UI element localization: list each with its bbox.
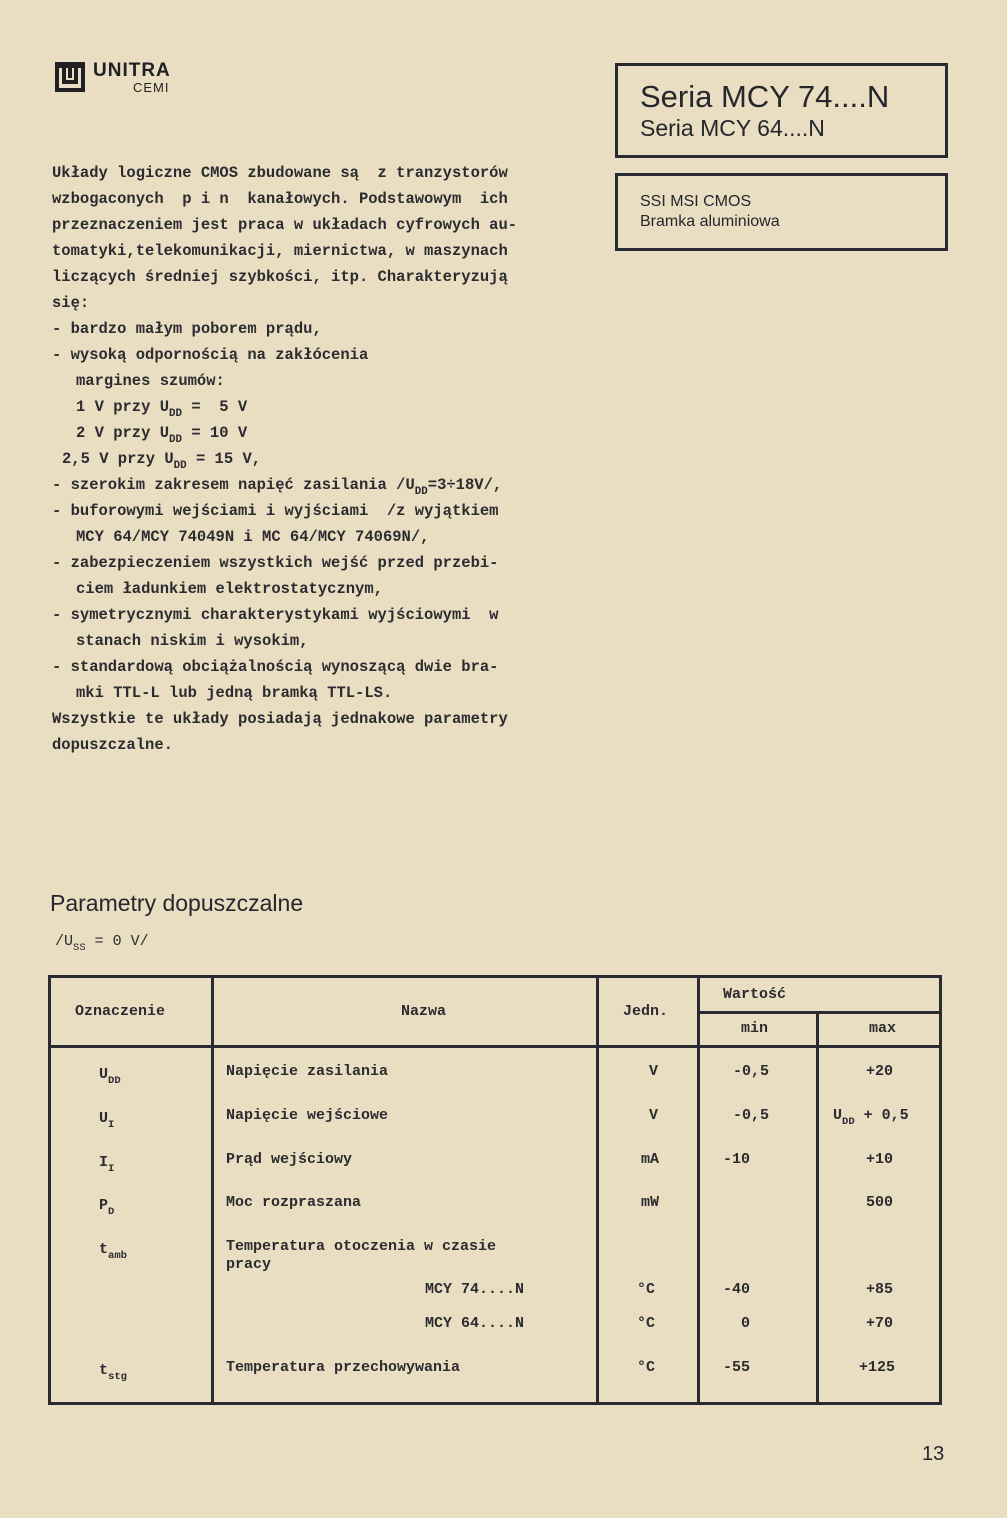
row-name: Moc rozpraszana	[226, 1194, 362, 1211]
bullet-buffered: - buforowymi wejściami i wyjściami /z wyjątkiem	[52, 502, 499, 520]
row-max: +20	[866, 1063, 894, 1080]
intro-line: liczących średniej szybkości, itp. Charakteryzują	[52, 268, 508, 286]
row-min: -10	[723, 1151, 751, 1168]
noise-row: 2,5 V przy $U_{DD} = 15$ V,	[62, 450, 262, 472]
row-min: -0,5	[733, 1063, 770, 1080]
closing-line: dopuszczalne.	[52, 736, 173, 754]
noise-row: 2 V przy $U_{DD} = 10$ V	[76, 424, 248, 446]
technology-box	[615, 173, 948, 251]
row-max: +85	[866, 1281, 894, 1298]
bullet-symmetric-cont: stanach niskim i wysokim,	[76, 632, 309, 650]
bullet-fanout-cont: mki TTL-L lub jedną bramką TTL-LS.	[76, 684, 393, 702]
row-name: Temperatura przechowywania	[226, 1359, 461, 1376]
series-title-box	[615, 63, 948, 158]
row-name: Temperatura otoczenia w czasie	[226, 1238, 497, 1255]
row-min: -0,5	[733, 1107, 770, 1124]
logo-brand: UNITRA	[93, 60, 171, 81]
row-symbol: $U_I$	[99, 1110, 115, 1131]
series-line-74: Seria MCY 74....N	[640, 79, 890, 114]
bullet-fanout: - standardową obciążalnością wynoszącą dwie bra-	[52, 658, 499, 676]
row-name: Napięcie zasilania	[226, 1063, 389, 1080]
row-unit: °C	[637, 1315, 656, 1332]
row-unit: °C	[637, 1359, 656, 1376]
row-max: +125	[859, 1359, 896, 1376]
row-unit: V	[649, 1107, 659, 1124]
column-divider	[596, 978, 599, 1402]
gate-type-line: Bramka aluminiowa	[640, 213, 780, 230]
row-unit: V	[649, 1063, 659, 1080]
intro-line: się:	[52, 294, 90, 312]
header-subdivider	[697, 1011, 939, 1014]
header-unit: Jedn.	[623, 1003, 669, 1020]
intro-line: wzbogaconych p i n kanałowych. Podstawowym ich	[52, 190, 508, 208]
row-name: Napięcie wejściowe	[226, 1107, 389, 1124]
bullet-noise: - wysoką odpornością na zakłócenia	[52, 346, 369, 364]
row-symbol: $t_{amb}$	[99, 1241, 127, 1262]
bullet-symmetric: - symetrycznymi charakterystykami wyjściowymi w	[52, 606, 499, 624]
row-min: -55	[723, 1359, 751, 1376]
header-symbol: Oznaczenie	[75, 1003, 166, 1020]
row-max: 500	[866, 1194, 894, 1211]
row-symbol: $P_D$	[99, 1197, 115, 1218]
noise-margin-label: margines szumów:	[76, 372, 225, 390]
bullet-buffered-cont: MCY 64/MCY 74049N i MC 64/MCY 74069N/,	[76, 528, 430, 546]
bullet-protection-cont: ciem ładunkiem elektrostatycznym,	[76, 580, 383, 598]
closing-line: Wszystkie te układy posiadają jednakowe parametry	[52, 710, 508, 728]
row-max: $U_{DD} + 0,5$	[833, 1107, 909, 1128]
page-number: 13	[922, 1443, 945, 1465]
row-name: Prąd wejściowy	[226, 1151, 353, 1168]
noise-row: 1 V przy $U_{DD} = 5$ V	[76, 398, 248, 420]
unitra-cemi-logo	[55, 60, 205, 100]
row-variant: MCY 64....N	[425, 1315, 525, 1332]
section-title: Parametry dopuszczalne	[50, 890, 304, 916]
row-min: -40	[723, 1281, 751, 1298]
column-divider	[697, 978, 700, 1402]
intro-line: przeznaczeniem jest praca w układach cyfrowych au-	[52, 216, 518, 234]
header-bottom-line	[51, 1045, 939, 1048]
row-unit: mA	[641, 1151, 660, 1168]
header-value: Wartość	[723, 986, 787, 1003]
row-variant: MCY 74....N	[425, 1281, 525, 1298]
row-max: +70	[866, 1315, 894, 1332]
row-name-cont: pracy	[226, 1256, 272, 1273]
section-condition: $/U_{SS} = 0$ V/	[55, 933, 149, 954]
header-min: min	[741, 1020, 769, 1037]
row-min: 0	[741, 1315, 751, 1332]
intro-line: Układy logiczne CMOS zbudowane są z tranzystorów	[52, 164, 508, 182]
row-symbol: $t_{stg}$	[99, 1362, 127, 1383]
row-symbol: $I_I$	[99, 1154, 115, 1175]
intro-text	[52, 160, 592, 758]
bullet-protection: - zabezpieczeniem wszystkich wejść przed przebi-	[52, 554, 499, 572]
column-divider	[816, 1011, 819, 1402]
series-line-64: Seria MCY 64....N	[640, 115, 825, 141]
technology-line: SSI MSI CMOS	[640, 193, 752, 210]
row-symbol: $U_{DD}$	[99, 1066, 121, 1087]
column-divider	[211, 978, 214, 1402]
row-unit: mW	[641, 1194, 660, 1211]
unitra-logo-icon	[55, 62, 85, 92]
row-max: +10	[866, 1151, 894, 1168]
parameters-table	[48, 975, 942, 1405]
intro-line: tomatyki,telekomunikacji, miernictwa, w maszynach	[52, 242, 508, 260]
header-max: max	[869, 1020, 897, 1037]
header-name: Nazwa	[401, 1003, 447, 1020]
bullet-power: - bardzo małym poborem prądu,	[52, 320, 322, 338]
row-unit: °C	[637, 1281, 656, 1298]
bullet-supply-range: - szerokim zakresem napięć zasilania $/U_{DD}=3\div 18V/$,	[52, 476, 503, 498]
logo-sub: CEMI	[133, 80, 170, 95]
